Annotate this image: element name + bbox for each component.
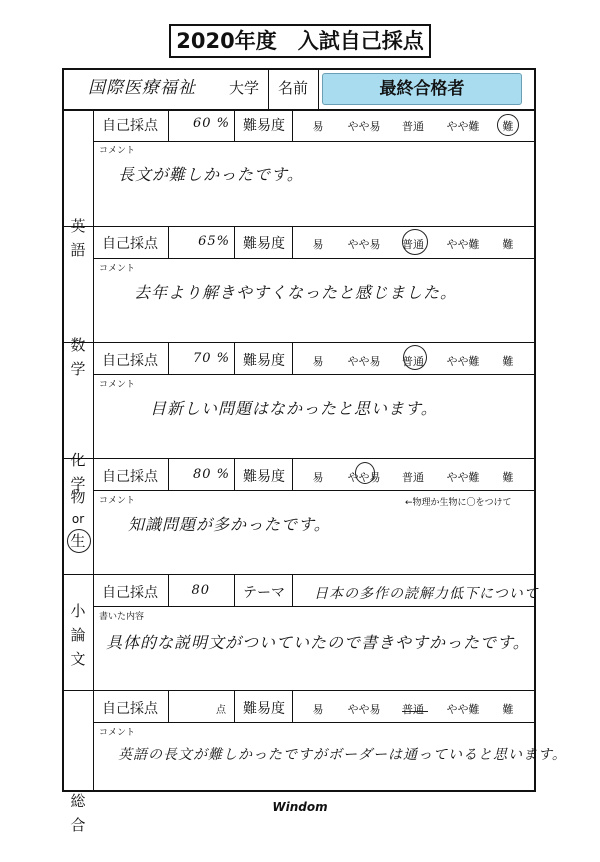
divider <box>62 574 536 575</box>
subject-biology: 生 <box>70 532 86 550</box>
subject-or: or <box>71 512 85 526</box>
university-label: 大学 <box>229 79 260 97</box>
subject-physics: 物 <box>70 488 86 506</box>
page-title: 2020年度 入試自己採点 <box>169 24 431 58</box>
score-label: 自己採点 <box>102 469 158 485</box>
name-field[interactable]: 最終合格者 <box>322 73 522 105</box>
selection-mark <box>402 711 428 712</box>
comment-text[interactable]: 具体的な説明文がついていたので書きやすかったです。 <box>106 633 530 652</box>
divider <box>268 68 269 109</box>
comment-text[interactable]: 目新しい問題はなかったと思います。 <box>150 399 438 418</box>
written-content-label: 書いた内容 <box>99 612 145 622</box>
difficulty-option-selected[interactable]: 普通 <box>402 703 424 716</box>
comment-text[interactable]: 英語の長文が難しかったですがボーダーは通っていると思います。 <box>118 747 567 763</box>
difficulty-option-selected[interactable]: 普通 <box>402 355 424 368</box>
theme-value[interactable]: 日本の多作の読解力低下について <box>314 586 539 602</box>
difficulty-option[interactable]: 普通 <box>402 120 424 133</box>
subject-english: 英 語 <box>70 217 86 259</box>
divider <box>234 109 235 141</box>
score-value[interactable]: 60 % <box>192 116 230 131</box>
divider <box>168 226 169 258</box>
subject-math: 数 学 <box>70 336 86 378</box>
divider <box>234 226 235 258</box>
score-label: 自己採点 <box>102 118 158 134</box>
divider <box>94 374 536 375</box>
subject-chemistry: 化 学 <box>70 451 86 493</box>
divider <box>62 458 536 459</box>
score-label: 自己採点 <box>102 701 158 717</box>
difficulty-option-selected[interactable]: 難 <box>502 120 514 133</box>
comment-label: コメント <box>99 380 136 390</box>
subject-essay: 小 論 文 <box>70 602 86 668</box>
divider <box>94 490 536 491</box>
difficulty-label: 難易度 <box>243 469 285 485</box>
selection-circle <box>67 529 91 553</box>
difficulty-option[interactable]: 難 <box>502 238 514 251</box>
difficulty-option[interactable]: 難 <box>502 355 514 368</box>
name-label: 名前 <box>278 79 309 97</box>
difficulty-option[interactable]: 難 <box>502 471 514 484</box>
divider <box>292 574 293 606</box>
divider <box>234 458 235 490</box>
difficulty-option-selected[interactable]: やや易 <box>347 471 381 484</box>
difficulty-option[interactable]: やや易 <box>347 238 381 251</box>
difficulty-option[interactable]: やや易 <box>347 703 381 716</box>
divider <box>234 574 235 606</box>
difficulty-option[interactable]: 易 <box>312 120 324 133</box>
score-label: 自己採点 <box>102 353 158 369</box>
comment-label: コメント <box>99 728 136 738</box>
difficulty-option[interactable]: やや難 <box>446 355 480 368</box>
comment-label: コメント <box>99 146 136 156</box>
divider <box>168 342 169 374</box>
divider <box>234 342 235 374</box>
difficulty-option[interactable]: 易 <box>312 471 324 484</box>
difficulty-option[interactable]: やや難 <box>446 471 480 484</box>
divider <box>168 458 169 490</box>
difficulty-option[interactable]: やや難 <box>446 238 480 251</box>
university-value: 国際医療福祉 <box>88 78 196 98</box>
difficulty-option[interactable]: 易 <box>312 238 324 251</box>
theme-label: テーマ <box>243 585 285 601</box>
comment-text[interactable]: 知識問題が多かったです。 <box>128 515 331 534</box>
score-label: 自己採点 <box>102 236 158 252</box>
divider <box>168 574 169 606</box>
difficulty-option[interactable]: やや難 <box>446 703 480 716</box>
instruction-note: ←物理か生物に〇をつけて <box>405 498 512 508</box>
selection-circle <box>403 345 427 370</box>
difficulty-option[interactable]: 普通 <box>402 471 424 484</box>
difficulty-option[interactable]: 易 <box>312 703 324 716</box>
subject-overall: 総 合 <box>70 792 86 834</box>
difficulty-label: 難易度 <box>243 353 285 369</box>
score-label: 自己採点 <box>102 585 158 601</box>
point-label: 点 <box>216 705 226 716</box>
divider <box>318 68 319 109</box>
divider <box>62 342 536 343</box>
selection-circle <box>497 114 519 136</box>
divider <box>94 722 536 723</box>
selection-circle <box>355 462 375 484</box>
score-value[interactable]: 65% <box>198 234 230 249</box>
score-value[interactable]: 80 <box>191 583 210 598</box>
difficulty-option[interactable]: やや難 <box>446 120 480 133</box>
difficulty-option[interactable]: やや易 <box>347 355 381 368</box>
divider <box>168 690 169 722</box>
difficulty-option[interactable]: 易 <box>312 355 324 368</box>
comment-label: コメント <box>99 264 136 274</box>
difficulty-option[interactable]: やや易 <box>347 120 381 133</box>
score-value[interactable]: 80 % <box>192 467 230 482</box>
difficulty-option[interactable]: 難 <box>502 703 514 716</box>
score-value[interactable]: 70 % <box>192 351 230 366</box>
comment-text[interactable]: 長文が難しかったです。 <box>118 165 304 184</box>
divider <box>94 606 536 607</box>
difficulty-option-selected[interactable]: 普通 <box>402 238 424 251</box>
comment-text[interactable]: 去年より解きやすくなったと感じました。 <box>134 283 458 302</box>
difficulty-label: 難易度 <box>243 701 285 717</box>
difficulty-label: 難易度 <box>243 236 285 252</box>
divider <box>234 690 235 722</box>
selection-circle <box>402 229 428 255</box>
divider <box>168 109 169 141</box>
comment-label: コメント <box>99 496 136 506</box>
divider <box>62 226 536 227</box>
brand-footer: Windom <box>272 800 328 814</box>
difficulty-label: 難易度 <box>243 118 285 134</box>
divider <box>94 141 536 142</box>
divider <box>94 258 536 259</box>
divider <box>62 109 536 111</box>
divider <box>62 690 536 691</box>
